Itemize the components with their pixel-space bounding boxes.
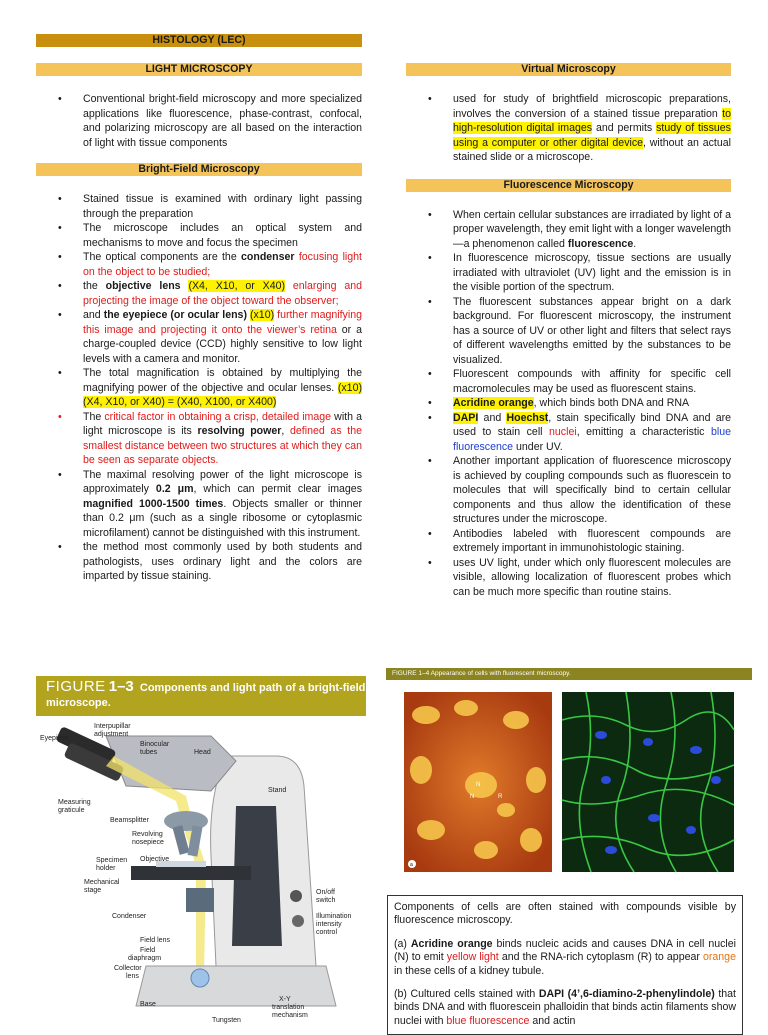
- text: in these cells of a kidney tubule.: [394, 964, 545, 977]
- highlight: (x10): [249, 309, 275, 321]
- list-item: [36, 279, 362, 308]
- magnification-formula: (x10) (X4, X10, or X40) = (X40, X100, or X400): [83, 381, 362, 408]
- label-interpupillar: Interpupillar: [94, 723, 131, 730]
- figure-number: 1–3: [108, 678, 134, 695]
- condenser-term: condenser: [240, 251, 295, 263]
- list-item: • Another important application of fluorescence microscopy is achieved by coupling compounds such as fluorescein to molecules that will specifically bind to certain cellular components and thus allow the identification of these structures under the microscope.: [406, 454, 731, 527]
- text: and permits: [592, 122, 657, 134]
- label-nosepiece: nosepiece: [132, 839, 164, 846]
- label-binocular: Binocular: [140, 741, 170, 748]
- list-item: • The fluorescent substances appear bright on a dark background. For fluorescent microscopy, the instrument has a source of UV or other light and filters that select rays of different wavelengths emitted by the substances to be visualized.: [406, 295, 731, 368]
- label-graticule: graticule: [58, 807, 85, 814]
- label-beamsplitter: Beamsplitter: [110, 817, 149, 824]
- text: the: [83, 280, 106, 292]
- dapi-term: DAPI: [453, 411, 479, 424]
- list-item: • Fluorescent compounds with affinity for specific cell macromolecules may be used as fluorescent stains.: [406, 367, 731, 396]
- figure-title: Components and light path of a bright-field microscope.: [46, 682, 366, 709]
- text: , which binds both DNA and RNA: [533, 397, 690, 409]
- label-objective: Objective: [140, 856, 170, 863]
- mechanical-stage: [131, 866, 251, 880]
- text: , stain specifically bind DNA and are used to stain cell: [453, 411, 732, 438]
- text: ,: [281, 425, 291, 437]
- fluorescence-images: [386, 680, 752, 876]
- label-collector: Collector: [114, 965, 142, 972]
- figure-caption-box: [387, 895, 743, 1035]
- hoechst-term: Hoechst: [506, 411, 549, 424]
- label-translation: translation: [272, 1004, 305, 1011]
- list-item: • Antibodies labeled with fluorescent compounds are extremely important in immunohistologic staining.: [406, 527, 731, 556]
- text: further magnifying this image and projecting it onto the viewer’s retina: [83, 309, 362, 336]
- text: The maximal resolving power of the light microscope is approximately: [83, 468, 362, 495]
- label-n: N: [470, 794, 475, 800]
- text: (a): [394, 937, 411, 950]
- text: nuclei: [549, 426, 577, 438]
- list-item: [406, 396, 731, 411]
- label-holder: holder: [96, 865, 116, 872]
- list-item: [406, 92, 731, 165]
- label-r: R: [498, 794, 503, 800]
- highlight: (X4, X10, or X40): [188, 280, 286, 292]
- label-stand: Stand: [268, 787, 287, 794]
- fluorescence-list: [406, 208, 731, 600]
- list-item: [36, 250, 362, 279]
- virtual-microscopy-heading: Virtual Microscopy: [406, 63, 731, 76]
- right-column: [406, 63, 731, 599]
- list-item: • Stained tissue is examined with ordinary light passing through the preparation: [36, 192, 362, 221]
- acridine-orange-term: Acridine orange: [410, 937, 493, 950]
- text: The total magnification is obtained by multiplying the magnifying power of the objective and ocular lenses.: [83, 367, 362, 394]
- text: and the RNA-rich cytoplasm (R) to appear: [498, 951, 703, 964]
- condenser: [186, 888, 214, 912]
- figure-1-3: [36, 676, 366, 1024]
- resolving-power-term: resolving power: [197, 425, 282, 437]
- label-condenser: Condenser: [112, 913, 147, 920]
- list-item: • The microscope includes an optical system and mechanisms to move and focus the specimen: [36, 221, 362, 250]
- fluorescence-term: fluorescence: [567, 237, 634, 250]
- text: that binds DNA and with fluorescein phalloidin that binds actin filaments show nuclei with: [394, 988, 736, 1027]
- text: under UV.: [513, 440, 563, 453]
- label-xy: X-Y: [279, 996, 291, 1003]
- label-specimen: Specimen: [96, 857, 128, 864]
- list-item: • uses UV light, under which only fluorescent molecules are visible, allowing localization of fluorescent probes which can be much more specific than routine stains.: [406, 556, 731, 600]
- text: (b) Cultured cells stained with: [394, 988, 539, 1001]
- label-switch: switch: [316, 897, 336, 904]
- text: blue fluorescence: [453, 426, 731, 453]
- list-item: [406, 208, 731, 252]
- microscope-base: [136, 966, 336, 1006]
- list-item: [36, 410, 362, 468]
- caption-paragraph: [394, 938, 736, 978]
- list-item: [406, 411, 731, 455]
- label-lens: lens: [126, 973, 139, 980]
- label-field: Field: [140, 947, 156, 954]
- intensity-knob: [292, 915, 304, 927]
- objective-lens-term: objective lens: [105, 280, 181, 292]
- list-item: • In fluorescence microscopy, tissue sections are usually irradiated with ultraviolet (UV) light and the emission is in the visible portion of the spectrum.: [406, 251, 731, 295]
- resolution-value: 0.2 μm: [155, 483, 194, 495]
- label-illumination: Illumination: [316, 913, 352, 920]
- onoff-switch: [290, 890, 302, 902]
- list-item: • Conventional bright-field microscopy and more specialized applications like fluorescence, phase-contrast, confocal, and polarizing microscopy are all based on the interaction of light with tissue components: [36, 92, 362, 150]
- text: enlarging and projecting the image of the object toward the observer;: [83, 280, 362, 307]
- label-head: Head: [194, 749, 211, 756]
- text: yellow light: [446, 951, 499, 964]
- highlight: to high-resolution digital images: [453, 107, 731, 134]
- label-intensity: intensity: [316, 921, 342, 928]
- microscope-illustration: [36, 716, 366, 1024]
- text: , without an actual stained slide or a microscope.: [453, 136, 731, 163]
- label-revolving: Revolving: [132, 831, 163, 838]
- light-microscopy-heading: LIGHT MICROSCOPY: [36, 63, 362, 76]
- label-eyepiece: Eyepiece: [40, 735, 69, 742]
- text: The optical components are the: [83, 251, 241, 263]
- text: binds nucleic acids and causes DNA in cell nuclei (N) to emit: [394, 937, 736, 964]
- label-base: Base: [140, 1001, 156, 1008]
- list-item: [36, 366, 362, 410]
- text: orange: [702, 951, 736, 964]
- text: with a light microscope is its: [83, 410, 363, 437]
- bright-field-list: [36, 192, 362, 584]
- caption-paragraph: [394, 988, 736, 1028]
- text: and: [478, 411, 507, 424]
- label-n: N: [476, 782, 481, 788]
- text: and: [83, 309, 104, 321]
- label-tubes: tubes: [140, 749, 158, 756]
- figure-tag: FIGURE: [46, 678, 106, 695]
- label-measuring: Measuring: [58, 799, 91, 806]
- list-item: • the method most commonly used by both students and pathologists, uses ordinary light and the colors are imparted by tissue staining.: [36, 540, 362, 584]
- left-column: [36, 34, 362, 584]
- label-onoff: On/off: [316, 889, 335, 896]
- list-item: [36, 468, 362, 541]
- caption-paragraph: Components of cells are often stained with compounds visible by fluorescence microscopy.: [394, 901, 736, 927]
- text: or a charge-coupled device (CCD) highly sensitive to low light levels with a camera and monitor.: [83, 323, 362, 365]
- text: . Objects smaller or thinner than 0.2 μm (such as a single ribosome or cytoplasmic microfilament) cannot be distinguished with this instrument.: [83, 497, 362, 539]
- text: blue fluorescence: [446, 1014, 530, 1027]
- text: and actin: [529, 1014, 576, 1027]
- text: critical factor in obtaining a crisp, detailed image: [104, 410, 332, 423]
- label-tungsten: Tungsten: [212, 1017, 241, 1024]
- eyepiece-term: the eyepiece (or ocular lens): [103, 309, 247, 321]
- fluorescence-microscopy-heading: Fluorescence Microscopy: [406, 179, 731, 192]
- list-item: [36, 308, 362, 366]
- label-mechanism: mechanism: [272, 1012, 308, 1019]
- highlight: study of tissues using a computer or other digital device: [453, 122, 731, 149]
- label-control: control: [316, 929, 338, 936]
- label-diaphragm: diaphragm: [128, 955, 162, 962]
- label-adjustment: adjustment: [94, 731, 129, 738]
- figure-1-4: [386, 668, 752, 876]
- bright-field-heading: Bright-Field Microscopy: [36, 163, 362, 176]
- text: .: [633, 237, 637, 250]
- text: used for study of brightfield microscopic preparations, involves the conversion of a stained tissue preparation: [453, 93, 731, 120]
- label-fieldlens: Field lens: [140, 937, 170, 944]
- label-mechanical: Mechanical: [84, 879, 120, 886]
- magnification-term: magnified 1000-1500 times: [83, 497, 224, 510]
- page-title: HISTOLOGY (LEC): [36, 34, 362, 47]
- text: , which can permit clear images: [193, 483, 362, 495]
- text: focusing light on the object to be studied;: [83, 251, 362, 278]
- text: The: [83, 410, 105, 423]
- figure-header: FIGURE 1–4 Appearance of cells with fluorescent microscopy.: [386, 668, 752, 680]
- label-stage: stage: [84, 887, 102, 894]
- text: defined as the smallest distance between two structures at which they can be seen as separate objects.: [83, 425, 362, 466]
- panel-a-label: a: [410, 862, 413, 868]
- figure-header: [36, 676, 366, 716]
- dapi-term: DAPI (4’,6-diamino-2-phenylindole): [538, 988, 715, 1001]
- text: , emitting a characteristic: [576, 426, 711, 438]
- text: When certain cellular substances are irradiated by light of a proper wavelength, they emit light with a longer wavelength—a phenomenon called: [453, 208, 731, 250]
- virtual-microscopy-list: [406, 92, 731, 165]
- acridine-orange-term: Acridine orange: [453, 397, 534, 409]
- light-microscopy-list: [36, 92, 362, 150]
- collector-lens: [191, 969, 209, 987]
